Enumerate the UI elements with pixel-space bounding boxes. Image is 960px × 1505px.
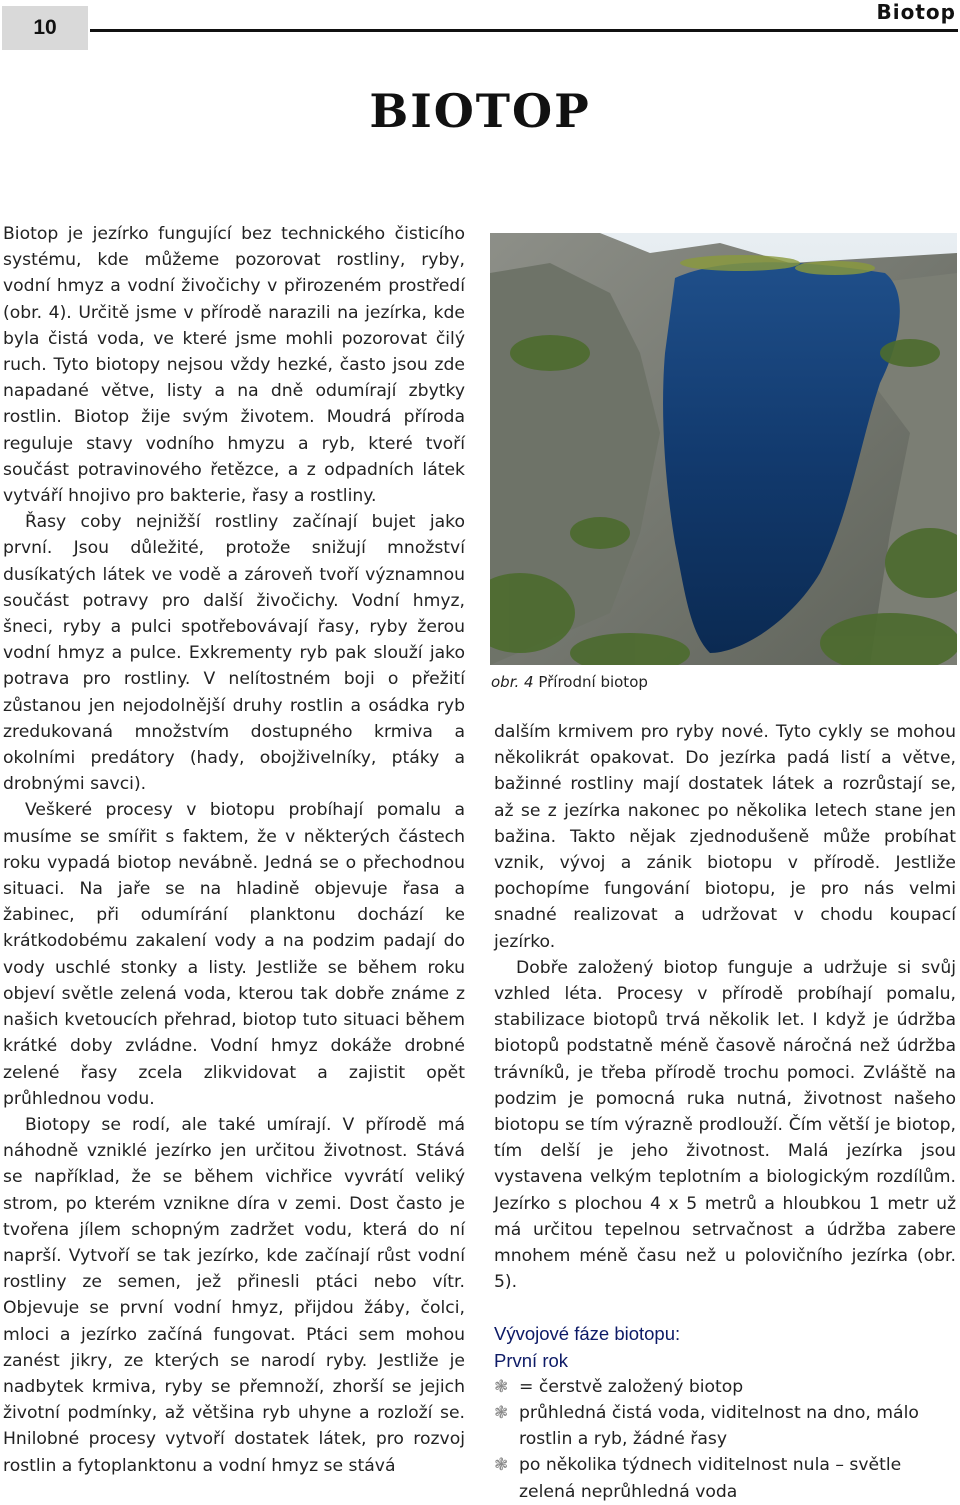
running-title: Biotop: [876, 0, 956, 24]
figure-ref: obr. 4: [491, 673, 534, 691]
paragraph-6: Dobře založený biotop funguje a udržuje si svůj vzhled léta. Procesy v přírodě probíhají pomalu, stabilizace biotopů trvá několik let. I když je údržba biotopů podstatně méně časově náročná než údržba trávníků, je třeba přírodě trochu pomoci. Zvláště na podzim je pomocná ruka nutná, životnost našeho biotopu se tím výrazně prodlouží. Čím větší je biotop, tím delší je jeho životnost. Malá jezírka jsou vystavena velkým teplotním a biologickým rozdílům. Jezírko s plochou 4 x 5 metrů a hloubkou 1 metr už má určitou tepelnou setrvačnost a údržba zabere mnohem méně času než u polovičního jezírka (obr. 5).: [494, 957, 956, 1293]
page-header: [0, 0, 960, 60]
paragraph-2: Řasy coby nejnižší rostliny začínají bujet jako první. Jsou důležité, protože snižují množství dusíkatých látek ve vodě a zároveň tvoří významnou součást potravy pro další živočichy. Vodní hmyz, šneci, ryby a pulci spotřebovávají řasy, ryby žerou vodní hmyz a pulce. Exkrementy ryb pak slouží jako potrava pro rostliny. V nelítostném boji o přežití zůstanou jen nejodolnější druhy rostlin a osádka ryb zredukovaná množstvím dostupného krmiva a okolními predátory (hady, obojživelníky, ptáky a drobnými savci).: [3, 512, 465, 795]
list-item: [494, 1374, 956, 1400]
list-item-text: = čerstvě založený biotop: [519, 1376, 744, 1397]
flower-bullet-icon: ❃: [494, 1455, 509, 1476]
right-column: [494, 719, 956, 1505]
list-item: [494, 1452, 956, 1504]
paragraph-4: Biotopy se rodí, ale také umírají. V přírodě má náhodně vzniklé jezírko jen určitou životnost. Stává se například, že se během vichřice vyvrátí veliký strom, po kterém vznikne díra v zemi. Dost často je tvořena jílem schopným zadržet vodu, která do ní naprší. Vytvoří se tak jezírko, kde začínají růst vodní rostliny ze semen, jež přinesli ptáci nebo vítr. Objevuje se první vodní hmyz, přijdou žáby, čolci, mloci a jezírko začíná fungovat. Ptáci sem mohou zanést jikry, ze kterých se narodí ryby. Jestliže je nadbytek krmiva, ryby se přemnoží, zhorší se jejich životní podmínky, až většina ryb uhyne a rozloží se. Hnilobné procesy vytvoří dostatek látek, pro rozvoj rostlin a fytoplanktonu a vodní hmyz se stává: [3, 1114, 465, 1476]
lake-photo: [490, 233, 957, 665]
figure-caption: [491, 673, 648, 691]
list-item-text: průhledná čistá voda, viditelnost na dno, málo rostlin a ryb, žádné řasy: [519, 1403, 919, 1450]
paragraph-5: dalším krmivem pro ryby nové. Tyto cykly se mohou několikrát opakovat. Do jezírka padá listí a větve, bažinné rostliny mají dostatek látek a rozrůstají se, až se z jezírka nakonec po několika letech stane jen bažina. Takto nějak zjednodušeně může probíhat vznik, vývoj a zánik biotopu v přírodě. Jestliže pochopíme fungování biotopu, je pro nás velmi snadné realizovat a udržovat v chodu koupací jezírko.: [494, 722, 956, 952]
list-item: [494, 1400, 956, 1452]
list-item-text: po několika týdnech viditelnost nula – světle zelená neprůhledná voda: [519, 1455, 902, 1502]
flower-bullet-icon: ❃: [494, 1376, 509, 1397]
paragraph-3: Veškeré procesy v biotopu probíhají pomalu a musíme se smířit s faktem, že v některých částech roku vypadá biotop nevábně. Jedná se o přechodnou situaci. Na jaře se na hladině objevuje řasa a žabinec, při odumírání planktonu dochází ke krátkodobému zakalení vody a na podzim padají do vody uschlé stonky a listy. Jestliže se během roku objeví světle zelená voda, kterou tak dobře známe z našich kvetoucích přehrad, biotop tuto situaci během krátké doby zvládne. Vodní hmyz dokáže drobné zelené řasy zcela zlikvidovat a zajistit opět průhlednou vodu.: [3, 800, 465, 1109]
left-column: [3, 221, 465, 1479]
flower-bullet-icon: ❃: [494, 1403, 509, 1424]
figure-caption-text: Přírodní biotop: [533, 673, 648, 691]
section-heading: Vývojové fáze biotopu:: [494, 1323, 681, 1345]
paragraph-1: Biotop je jezírko fungující bez technického čisticího systému, kde můžeme pozorovat rostliny, ryby, vodní hmyz a vodní živočichy v přirozeném prostředí (obr. 4). Určitě jsme v přírodě narazili na jezírka, kde byla čistá voda, ve které jsme mohli pozorovat čilý ruch. Tyto biotopy nejsou vždy hezké, často jsou zde napadané větve, listy a na dně odumírají zbytky rostlin. Biotop žije svým životem. Moudrá příroda reguluje stavy vodního hmyzu a ryb, které tvoří součást potravinového řetězce, a z odpadních látek vytváří hnojivo pro bakterie, řasy a rostliny.: [3, 224, 465, 507]
header-rule: [90, 29, 958, 32]
section-subheading: První rok: [494, 1349, 569, 1371]
page-number: 10: [2, 6, 88, 50]
page-title: BIOTOP: [369, 84, 591, 138]
lake-photo-illustration: [490, 233, 957, 665]
